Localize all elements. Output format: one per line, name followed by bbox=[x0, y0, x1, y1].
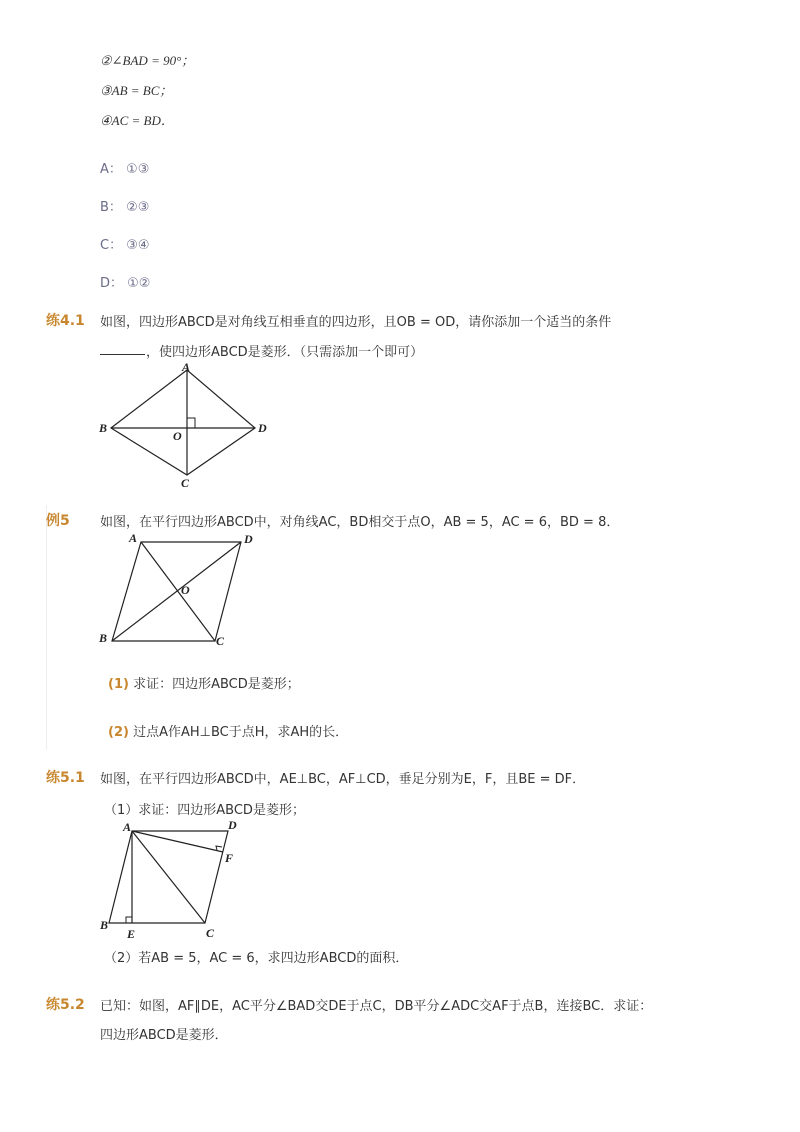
right-angle-e bbox=[126, 917, 132, 923]
option-d-value: ①② bbox=[127, 276, 151, 291]
example-5-tag: 例5 bbox=[46, 513, 70, 529]
exercise-5-2-text: 已知：如图，AF∥DE，AC平分∠BAD交DE于点C，DB平分∠ADC交AF于点B，连接BC．求证： bbox=[100, 999, 653, 1014]
right-angle-mark bbox=[187, 418, 195, 428]
label-a: A bbox=[182, 360, 191, 374]
option-c-value: ③④ bbox=[126, 238, 150, 253]
option-b[interactable] bbox=[100, 196, 149, 215]
exercise-5-2-text-2: 四边形ABCD是菱形． bbox=[100, 1028, 228, 1043]
q1-number: (1) bbox=[108, 677, 129, 692]
exercise-5-1-text: 如图，在平行四边形ABCD中，AE⊥BC，AF⊥CD，垂足分别为E，F，且BE = DF． bbox=[100, 772, 586, 787]
exercise-4-1-text-2: ，使四边形ABCD是菱形．（只需添加一个即可） bbox=[146, 345, 424, 360]
answer-blank[interactable] bbox=[100, 340, 145, 355]
option-a[interactable] bbox=[100, 158, 149, 177]
exercise-5-2-tag: 练5.2 bbox=[46, 997, 85, 1013]
label-e: E bbox=[127, 927, 136, 941]
option-a-letter: A： bbox=[100, 162, 122, 177]
option-b-value: ②③ bbox=[126, 200, 150, 215]
option-a-value: ①③ bbox=[126, 162, 150, 177]
label-f: F bbox=[225, 851, 234, 865]
label-a: A bbox=[123, 820, 132, 834]
option-d[interactable] bbox=[100, 272, 150, 291]
exercise-5-1-tag: 练5.1 bbox=[46, 770, 85, 786]
example-5-q1 bbox=[108, 673, 300, 692]
q1-text: 求证：四边形ABCD是菱形； bbox=[133, 677, 300, 692]
exercise-4-1-tag: 练4.1 bbox=[46, 313, 85, 329]
label-c: C bbox=[181, 476, 190, 490]
label-c: C bbox=[206, 926, 215, 940]
diagonal-bd bbox=[112, 542, 241, 641]
option-c-letter: C： bbox=[100, 238, 123, 253]
exercise-5-1-q1: （1）求证：四边形ABCD是菱形； bbox=[104, 803, 305, 818]
option-b-letter: B： bbox=[100, 200, 122, 215]
label-d: D bbox=[244, 532, 253, 546]
label-a: A bbox=[129, 531, 138, 545]
right-angle-f bbox=[216, 846, 222, 850]
condition-4: ④AC = BD． bbox=[100, 113, 174, 128]
condition-2: ②∠BAD = 90°； bbox=[100, 53, 195, 68]
label-d: D bbox=[228, 818, 237, 832]
exercise-5-1-q2: （2）若AB = 5，AC = 6，求四边形ABCD的面积． bbox=[104, 951, 409, 966]
rhombus-diagram bbox=[95, 360, 275, 490]
condition-3: ③AB = BC； bbox=[100, 83, 173, 98]
label-d: D bbox=[258, 421, 267, 435]
label-o: O bbox=[181, 583, 190, 597]
label-c: C bbox=[216, 634, 225, 648]
label-b: B bbox=[100, 918, 109, 932]
exercise-4-1-text: 如图，四边形ABCD是对角线互相垂直的四边形，且OB = OD，请你添加一个适当的条件 bbox=[100, 315, 612, 330]
label-b: B bbox=[99, 421, 108, 435]
example-5-text: 如图，在平行四边形ABCD中，对角线AC，BD相交于点O，AB = 5，AC = 6，BD = 8． bbox=[100, 515, 620, 530]
q2-number: (2) bbox=[108, 725, 129, 740]
option-c[interactable] bbox=[100, 234, 150, 253]
label-o: O bbox=[173, 429, 182, 443]
rhombus-outline bbox=[111, 370, 255, 475]
rhombus-perpendiculars-diagram bbox=[95, 815, 275, 943]
diagonal-ac bbox=[141, 542, 215, 641]
example-left-rule bbox=[46, 505, 47, 750]
example-5-q2 bbox=[108, 721, 348, 740]
parallelogram-diagram bbox=[95, 530, 265, 650]
q2-text: 过点A作AH⊥BC于点H，求AH的长． bbox=[133, 725, 349, 740]
label-b: B bbox=[99, 631, 108, 645]
option-d-letter: D： bbox=[100, 276, 124, 291]
